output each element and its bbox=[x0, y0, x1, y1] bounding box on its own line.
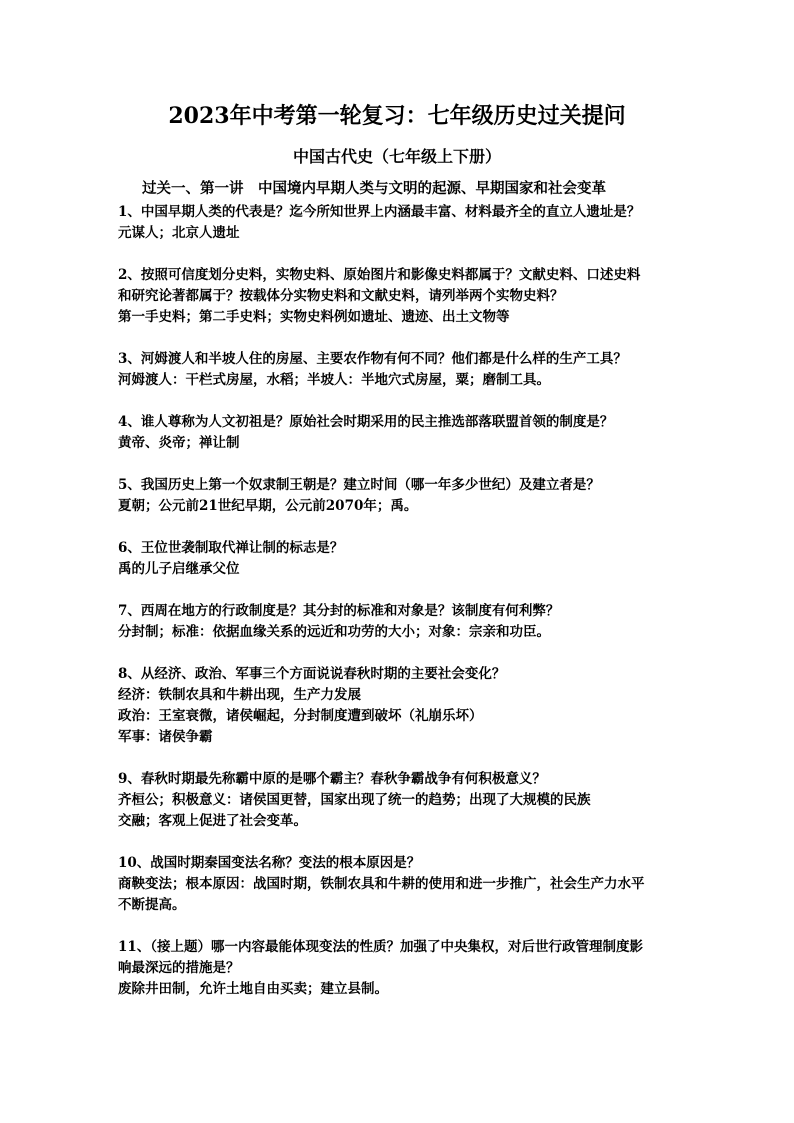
question-line: 5、我国历史上第一个奴隶制王朝是？建立时间（哪一年多少世纪）及建立者是？ bbox=[118, 477, 600, 493]
answer-line: 交融；客观上促进了社会变革。 bbox=[118, 813, 307, 829]
answer-line: 经济：铁制农具和牛耕出现，生产力发展 bbox=[118, 687, 361, 703]
answer-line: 夏朝；公元前21世纪早期，公元前2070年；禹。 bbox=[118, 498, 418, 514]
question-line: 和研究论著都属于？按载体分实物史料和文献史料，请列举两个实物史料？ bbox=[118, 288, 564, 304]
answer-line: 禹的儿子启继承父位 bbox=[118, 561, 240, 577]
qa-item-7 bbox=[118, 601, 678, 643]
answer-line: 第一手史料；第二手史料；实物史料例如遗址、遗迹、出土文物等 bbox=[118, 309, 510, 325]
question-line: 1、中国早期人类的代表是？迄今所知世界上内涵最丰富、材料最齐全的直立人遗址是？ bbox=[118, 204, 641, 220]
qa-item-3 bbox=[118, 349, 678, 391]
answer-line: 黄帝、炎帝；禅让制 bbox=[118, 435, 240, 451]
question-line: 10、战国时期秦国变法名称？变法的根本原因是？ bbox=[118, 855, 421, 871]
section-heading: 过关一、第一讲 中国境内早期人类与文明的起源、早期国家和社会变革 bbox=[142, 180, 606, 197]
question-line: 3、河姆渡人和半坡人住的房屋、主要农作物有何不同？他们都是什么样的生产工具？ bbox=[118, 351, 627, 367]
answer-line: 不断提高。 bbox=[118, 897, 186, 913]
qa-item-10 bbox=[118, 853, 678, 916]
document-subtitle: 中国古代史（七年级上下册） bbox=[292, 147, 501, 166]
qa-item-11 bbox=[118, 937, 678, 1000]
answer-line: 废除井田制，允许土地自由买卖；建立县制。 bbox=[118, 981, 388, 997]
question-line: 11、（接上题）哪一内容最能体现变法的性质？加强了中央集权，对后世行政管理制度影 bbox=[118, 939, 644, 955]
qa-item-1 bbox=[118, 202, 678, 244]
qa-item-5 bbox=[118, 475, 678, 517]
qa-item-6 bbox=[118, 538, 678, 580]
qa-item-8 bbox=[118, 664, 678, 748]
document-title: 2023年中考第一轮复习：七年级历史过关提问 bbox=[168, 103, 626, 129]
answer-line: 商鞅变法；根本原因：战国时期，铁制农具和牛耕的使用和进一步推广，社会生产力水平 bbox=[118, 876, 645, 892]
answer-line: 分封制；标准：依据血缘关系的远近和功劳的大小；对象：宗亲和功臣。 bbox=[118, 624, 550, 640]
question-list bbox=[118, 202, 678, 1021]
answer-line: 齐桓公；积极意义：诸侯国更替，国家出现了统一的趋势；出现了大规模的民族 bbox=[118, 792, 591, 808]
qa-item-9 bbox=[118, 769, 678, 832]
answer-line: 元谋人；北京人遗址 bbox=[118, 225, 240, 241]
question-line: 9、春秋时期最先称霸中原的是哪个霸主？春秋争霸战争有何积极意义？ bbox=[118, 771, 546, 787]
answer-line: 军事：诸侯争霸 bbox=[118, 729, 213, 745]
question-line: 8、从经济、政治、军事三个方面说说春秋时期的主要社会变化？ bbox=[118, 666, 506, 682]
qa-item-4 bbox=[118, 412, 678, 454]
answer-line: 河姆渡人：干栏式房屋，水稻；半坡人：半地穴式房屋，粟；磨制工具。 bbox=[118, 372, 550, 388]
qa-item-2 bbox=[118, 265, 678, 328]
question-line: 6、王位世袭制取代禅让制的标志是？ bbox=[118, 540, 344, 556]
question-line: 4、谁人尊称为人文初祖是？原始社会时期采用的民主推选部落联盟首领的制度是？ bbox=[118, 414, 614, 430]
answer-line: 政治：王室衰微，诸侯崛起，分封制度遭到破坏（礼崩乐坏） bbox=[118, 708, 483, 724]
question-line: 7、西周在地方的行政制度是？其分封的标准和对象是？该制度有何利弊？ bbox=[118, 603, 560, 619]
question-line: 响最深远的措施是？ bbox=[118, 960, 240, 976]
question-line: 2、按照可信度划分史料，实物史料、原始图片和影像史料都属于？文献史料、口述史料 bbox=[118, 267, 641, 283]
